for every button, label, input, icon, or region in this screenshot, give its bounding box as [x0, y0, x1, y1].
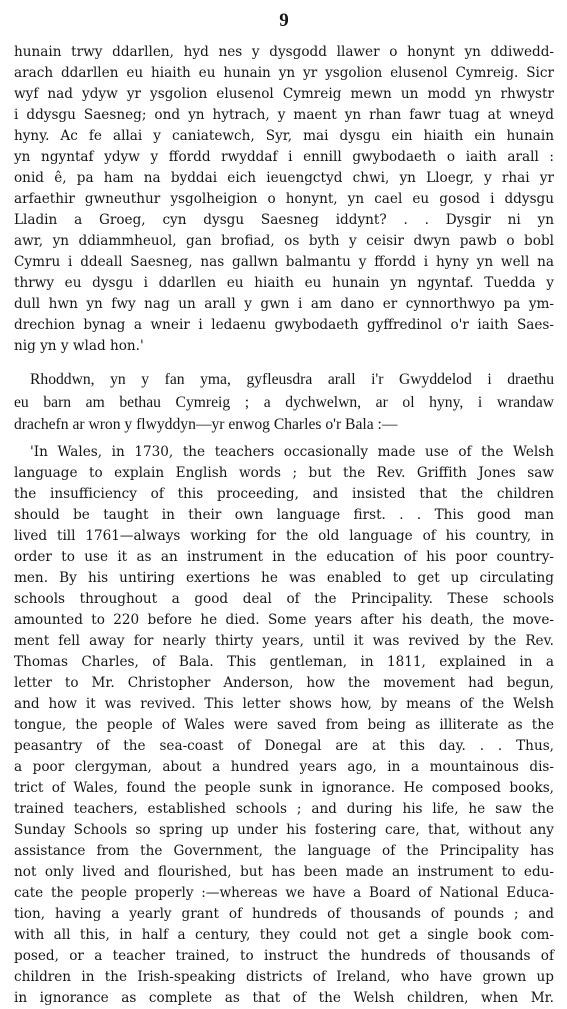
text-line: the insufficiency of this proceeding, and insisted that the children: [14, 485, 554, 502]
text-line: should be taught in their own language first. . . This good man: [14, 506, 554, 523]
text-line: tongue, the people of Wales were saved from being as illiterate as the: [14, 716, 554, 733]
text-line: hunain trwy ddarllen, hyd nes y dysgodd llawer o honynt yn ddiwedd-: [14, 44, 554, 60]
text-line: eu barn am bethau Cymreig ; a dychwelwn, ar ol hyny, i wrandaw: [14, 393, 554, 411]
text-line: ment fell away for nearly thirty years, until it was revived by the Rev.: [14, 632, 554, 649]
text-line: 'In Wales, in 1730, the teachers occasionally made use of the Welsh: [30, 443, 554, 460]
text-line: thrwy eu dysgu i ddarllen eu hiaith eu hunain yn ngyntaf. Tuedda y: [14, 275, 554, 291]
text-line: peasantry of the sea-coast of Donegal are at this day. . . Thus,: [14, 737, 554, 754]
text-line: drechion bynag a wneir i ledaenu gwybodaeth gyffredinol o'r iaith Saes-: [14, 317, 554, 333]
text-line: Thomas Charles, of Bala. This gentleman, in 1811, explained in a: [14, 653, 554, 670]
text-line: trict of Wales, found the people sunk in ignorance. He composed books,: [14, 779, 554, 796]
text-line: posed, or a teacher trained, to instruct the hundreds of thousands of: [14, 947, 554, 964]
text-line: awr, yn ddiammheuol, gan brofiad, os byth y ceisir dwyn pawb o bobl: [14, 233, 554, 249]
welsh-quotation: [14, 42, 554, 357]
text-line: drachefn ar wron y flwyddyn—yr enwog Charles o'r Bala :—: [14, 416, 398, 433]
page-number: 9: [279, 10, 289, 31]
text-line: assistance from the Government, the language of the Principality has: [14, 842, 554, 859]
text-line: letter to Mr. Christopher Anderson, how the movement had begun,: [14, 674, 554, 691]
text-line: i ddysgu Saesneg; ond yn hytrach, y maent yn rhan fawr tuag at wneyd: [14, 107, 554, 123]
text-line: Rhoddwn, yn y fan yma, gyfleusdra arall i'r Gwyddelod i draethu: [30, 371, 554, 388]
text-line: yn ngyntaf ydyw y ffordd rwyddaf i ennill gwybodaeth o iaith arall :: [14, 149, 554, 165]
text-line: schools throughout a good deal of the Principality. These schools: [14, 590, 554, 607]
text-line: with all this, in half a century, they could not get a single book com-: [14, 926, 554, 943]
text-line: dull hwn yn fwy nag un arall y gwn i am dano er cynnorthwyo pa ym-: [14, 296, 554, 312]
text-line: onid ê, pa ham na byddai eich ieuengctyd chwi, yn Lloegr, y rhai yr: [14, 170, 554, 186]
text-line: trained teachers, established schools ; and during his life, he saw the: [14, 800, 554, 817]
text-line: children in the Irish-speaking districts of Ireland, who have grown up: [14, 968, 554, 985]
text-line: hyny. Ac fe allai y caniatewch, Syr, mai dysgu ein hiaith ein hunain: [14, 128, 554, 144]
text-line: and how it was revived. This letter shows how, by means of the Welsh: [14, 695, 554, 712]
text-line: Cymru i ddeall Saesneg, nas gallwn balmantu y ffordd i hyny yn well na: [14, 254, 554, 270]
text-line: not only lived and flourished, but has been made an instrument to edu-: [14, 863, 554, 880]
text-line: order to use it as an instrument in the education of his poor country-: [14, 548, 554, 565]
text-line: arach ddarllen eu hiaith eu hunain yn yr ysgolion elusenol Cymreig. Sicr: [14, 65, 554, 81]
document-page: [14, 10, 554, 1009]
text-line: a poor clergyman, about a hundred years ago, in a mountainous dis-: [14, 758, 554, 775]
text-line: language to explain English words ; but the Rev. Griffith Jones saw: [14, 464, 554, 481]
text-line: lived till 1761—always working for the old language of his country, in: [14, 527, 554, 544]
text-line: arfaethir gwneuthur ysgolheigion o honynt, yn cael eu gosod i ddysgu: [14, 191, 554, 207]
english-quotation: [14, 442, 554, 1009]
text-line: nig yn y wlad hon.': [14, 338, 144, 354]
text-line: tion, having a yearly grant of hundreds of thousands of pounds ; and: [14, 905, 554, 922]
text-line: Lladin a Groeg, cyn dysgu Saesneg iddynt? . . Dysgir ni yn: [14, 212, 554, 228]
text-line: cate the people properly :—whereas we have a Board of National Educa-: [14, 884, 554, 901]
text-line: in ignorance as complete as that of the Welsh children, when Mr.: [14, 989, 554, 1006]
body-paragraph: [14, 369, 554, 437]
text-line: men. By his untiring exertions he was enabled to get up circulating: [14, 569, 554, 586]
text-line: wyf nad ydyw yr ysgolion elusenol Cymreig mewn un modd yn rhwystr: [14, 86, 554, 102]
text-line: Sunday Schools so spring up under his fostering care, that, without any: [14, 821, 554, 838]
text-line: amounted to 220 before he died. Some years after his death, the move-: [14, 611, 554, 628]
